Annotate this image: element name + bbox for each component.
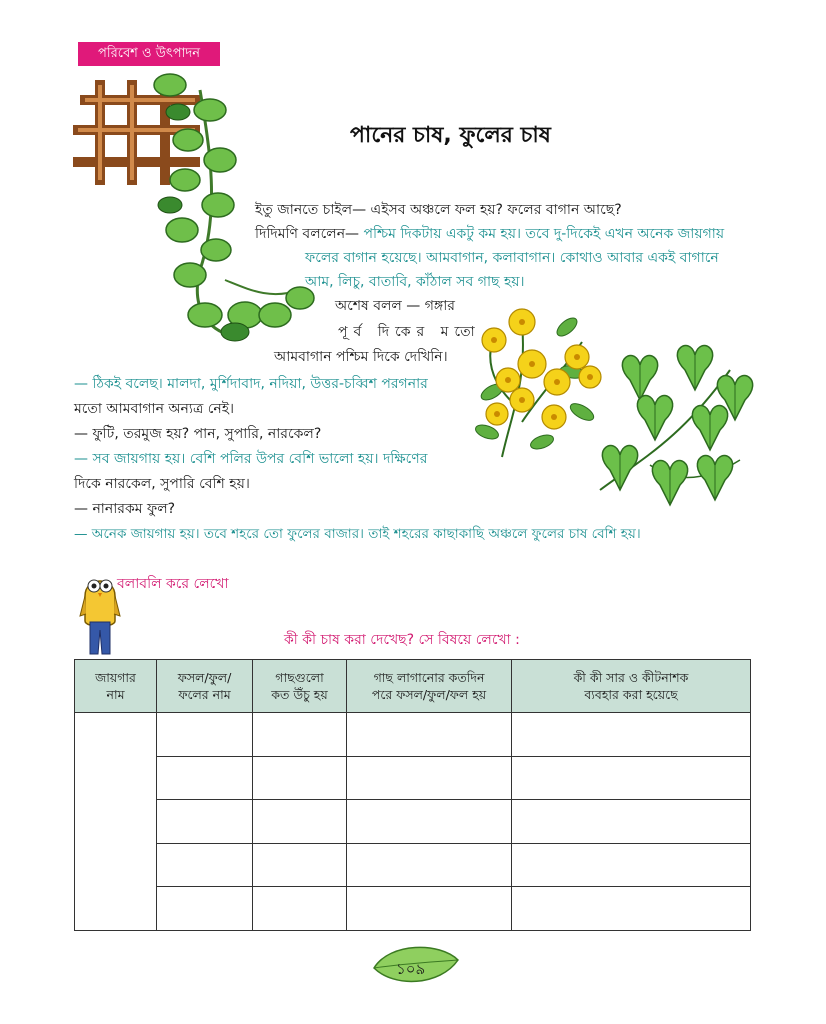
table-cell[interactable] [253, 887, 347, 931]
table-cell[interactable] [253, 843, 347, 887]
owl-mascot-icon [80, 566, 120, 658]
dialogue-line: দিকে নারকেল, সুপারি বেশি হয়। [74, 476, 250, 492]
dialogue-line [255, 224, 724, 244]
header-line: ব্যবহার করা হয়েছে [584, 687, 678, 702]
dialogue-line: মতো আমবাগান অন্যত্র নেই। [74, 401, 235, 417]
dialogue-line: — ফুটি, তরমুজ হয়? পান, সুপারি, নারকেল? [74, 426, 322, 442]
table-row [75, 713, 751, 757]
section-tag: পরিবেশ ও উৎপাদন [78, 42, 220, 66]
column-header [75, 660, 157, 713]
table-cell[interactable] [347, 756, 512, 800]
table-cell[interactable] [157, 756, 253, 800]
column-header [512, 660, 751, 713]
yellow-flowers-illustration [472, 302, 602, 462]
header-line: কী কী সার ও কীটনাশক [573, 670, 689, 685]
column-header [347, 660, 512, 713]
dialogue-line: আমবাগান পশ্চিম দিকে দেখিনি। [274, 349, 448, 365]
header-line: পরে ফসল/ফুল/ফল হয় [371, 687, 487, 702]
table-row [75, 800, 751, 844]
header-line: ফসল/ফুল/ [177, 670, 232, 685]
header-line: ফলের নাম [178, 687, 231, 702]
betel-leaves-illustration [590, 340, 755, 515]
table-cell[interactable] [347, 887, 512, 931]
table-row [75, 756, 751, 800]
table-cell[interactable] [347, 713, 512, 757]
table-cell[interactable] [512, 713, 751, 757]
table-cell[interactable] [157, 713, 253, 757]
table-cell[interactable] [157, 843, 253, 887]
header-line: কত উঁচু হয় [271, 687, 328, 702]
header-line: জায়গার [95, 670, 136, 685]
table-cell[interactable] [157, 887, 253, 931]
table-cell[interactable] [512, 843, 751, 887]
header-line: গাছ লাগানোর কতদিন [373, 670, 485, 685]
dialogue-line: ইতু জানতে চাইল— এইসব অঞ্চলে ফল হয়? ফলের বাগান আছে? [255, 202, 622, 218]
dialogue-line: — অনেক জায়গায় হয়। তবে শহরে তো ফুলের বাজার। তাই শহরের কাছাকাছি অঞ্চলে ফুলের চাষ বেশি হয়। [74, 526, 641, 542]
table-row [75, 843, 751, 887]
dialogue-line: ফলের বাগান হয়েছে। আমবাগান, কলাবাগান। কোথাও আবার একই বাগানে [305, 250, 719, 266]
dialogue-line: — নানারকম ফুল? [74, 501, 176, 517]
header-line: গাছগুলো [275, 670, 324, 685]
table-cell[interactable] [512, 800, 751, 844]
activity-label: বলাবলি করে লেখো [117, 576, 229, 592]
dialogue-line: — ঠিকই বলেছ। মালদা, মুর্শিদাবাদ, নদিয়া, উত্তর-চব্বিশ পরগনার [74, 376, 428, 392]
page-number: ১০৯ [396, 960, 426, 978]
activity-instruction: কী কী চাষ করা দেখেছ? সে বিষয়ে লেখো : [284, 632, 520, 648]
dialogue-text: পশ্চিম দিকটায় একটু কম হয়। তবে দু-দিকেই এখন অনেক জায়গায় [359, 226, 725, 242]
table-row [75, 887, 751, 931]
table-cell[interactable] [253, 800, 347, 844]
dialogue-line: — সব জায়গায় হয়। বেশি পলির উপর বেশি ভালো হয়। দক্ষিণের [74, 451, 428, 467]
table-cell[interactable] [347, 800, 512, 844]
dialogue-line: পূর্ব দিকের মতো [338, 324, 481, 340]
column-header [253, 660, 347, 713]
column-header [157, 660, 253, 713]
table-header-row [75, 660, 751, 713]
table-cell[interactable] [75, 713, 157, 931]
worksheet-table [74, 659, 751, 931]
table-cell[interactable] [157, 800, 253, 844]
table-cell[interactable] [347, 843, 512, 887]
table-cell[interactable] [253, 713, 347, 757]
dialogue-speaker: দিদিমণি বললেন— [255, 226, 360, 242]
dialogue-line: আম, লিচু, বাতাবি, কাঁঠাল সব গাছ হয়। [305, 274, 525, 290]
page-title: পানের চাষ, ফুলের চাষ [350, 123, 551, 148]
table-cell[interactable] [253, 756, 347, 800]
dialogue-line: অশেষ বলল — গঙ্গার [335, 298, 455, 314]
table-cell[interactable] [512, 887, 751, 931]
table-cell[interactable] [512, 756, 751, 800]
header-line: নাম [106, 687, 125, 702]
